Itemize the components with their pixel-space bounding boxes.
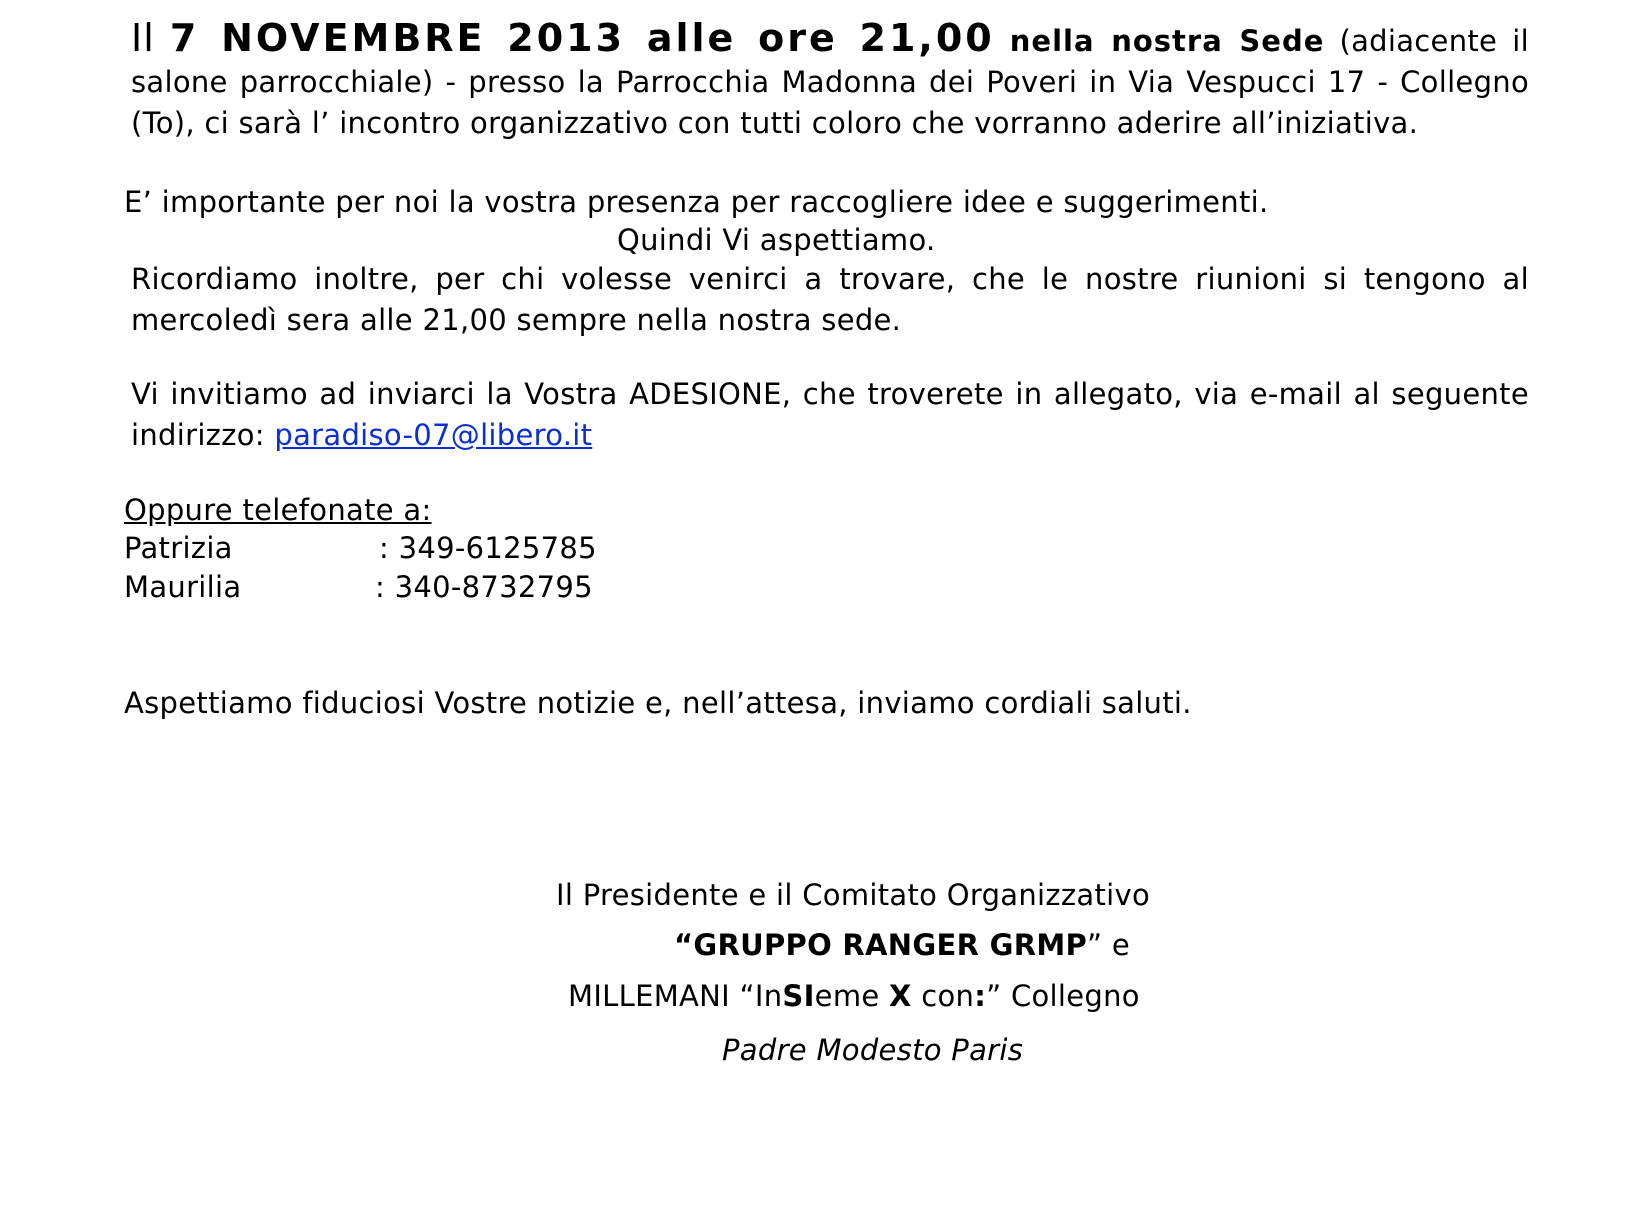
venue-label: nella nostra Sede <box>1009 24 1325 58</box>
signature-group: “GRUPPO RANGER GRMP” e <box>674 928 1131 962</box>
contact-name: Maurilia <box>124 570 242 604</box>
contact-row <box>124 528 597 569</box>
contact-row <box>124 567 593 608</box>
intro-lead: Il <box>131 16 155 60</box>
importance-line: E’ importante per noi la vostra presenza per raccogliere idee e suggerimenti. <box>124 185 1269 219</box>
signer-name: Padre Modesto Paris <box>722 1033 1024 1067</box>
intro-paragraph <box>131 18 1529 144</box>
signature-title: Il Presidente e il Comitato Organizzativo <box>556 878 1151 912</box>
contact-number: : 340-8732795 <box>375 570 593 604</box>
meetings-paragraph: Ricordiamo inoltre, per chi volesse venirci a trovare, che le nostre riunioni si tengono al mercoledì sera alle 21,00 sempre nella nostra sede. <box>131 262 1529 337</box>
closing-line: Aspettiamo fiduciosi Vostre notizie e, nell’attesa, inviamo cordiali saluti. <box>124 686 1192 720</box>
email-link[interactable]: paradiso-07@libero.it <box>274 418 593 452</box>
group-name: GRUPPO RANGER GRMP <box>693 928 1088 962</box>
invite-paragraph <box>131 374 1529 456</box>
contact-number: : 349-6125785 <box>379 531 597 565</box>
waiting-line: Quindi Vi aspettiamo. <box>617 223 936 257</box>
invite-text: Vi invitiamo ad inviarci la Vostra ADESIONE, che troverete in allegato, via e-mail al seguente indirizzo: <box>131 377 1529 452</box>
venue-detail: (adiacente il salone parrocchiale) - presso la Parrocchia Madonna dei Poveri in Via Vespucci 17 - Collegno (To), ci sarà l’ incontro organizzativo con tutti coloro che vorranno aderire all’iniziativa. <box>131 24 1529 140</box>
meeting-date-time: 7 NOVEMBRE 2013 alle ore 21,00 <box>169 16 995 60</box>
contact-name: Patrizia <box>124 531 233 565</box>
signature-millemani: MILLEMANI “InSIeme X con:” Collegno <box>568 979 1140 1013</box>
phone-heading: Oppure telefonate a: <box>124 493 432 527</box>
